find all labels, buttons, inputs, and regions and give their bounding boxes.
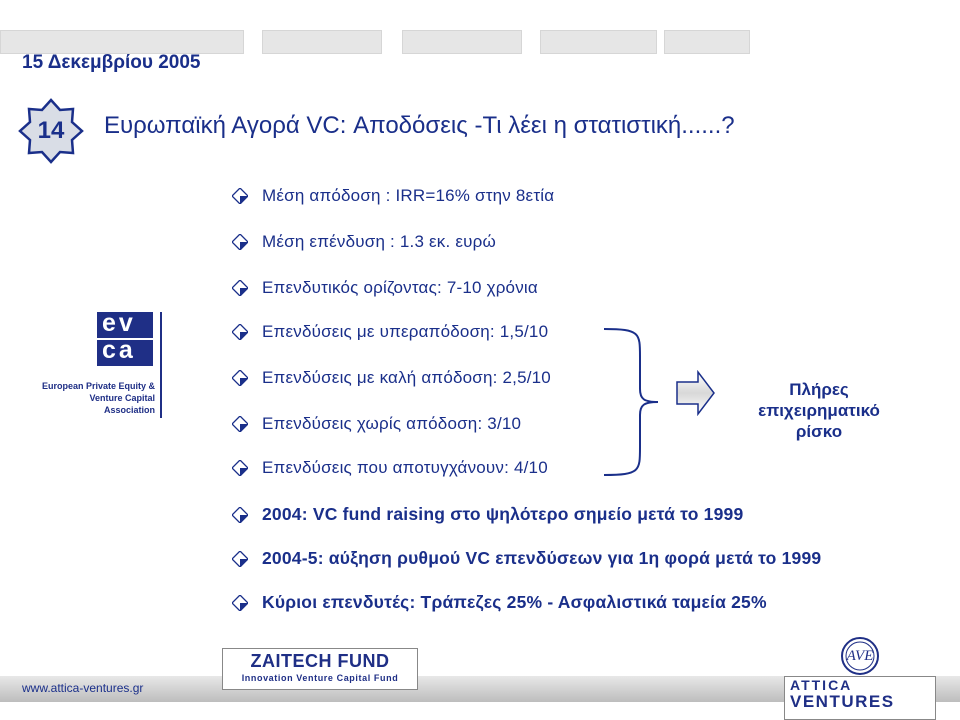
bullet-text: 2004-5: αύξηση ρυθμού VC επενδύσεων για 1η φορά μετά το 1999: [262, 548, 822, 568]
diamond-bullet-icon: [232, 324, 248, 340]
diamond-bullet-icon: [232, 551, 248, 567]
zaitech-logo-subtitle: Innovation Venture Capital Fund: [241, 673, 399, 683]
bullet-item: [232, 504, 743, 525]
diamond-bullet-icon: [232, 370, 248, 386]
evca-caption-line: European Private Equity &: [41, 381, 155, 391]
bullet-text: Επενδυτικός ορίζοντας: 7-10 χρόνια: [262, 278, 538, 297]
right-brace-icon: [600, 327, 660, 477]
bullet-item: [232, 232, 496, 252]
bullet-item: [232, 278, 538, 298]
ventures-logo-word: VENTURES: [790, 692, 895, 711]
top-tab-2: [262, 30, 382, 54]
top-tab-5: [664, 30, 750, 54]
evca-caption-line: Association: [103, 405, 155, 415]
bullet-text: Μέση επένδυση : 1.3 εκ. ευρώ: [262, 232, 496, 251]
diamond-bullet-icon: [232, 460, 248, 476]
bullet-item: [232, 414, 521, 434]
attica-logo-word: ATTICA: [790, 677, 853, 693]
evca-logo-rule: [160, 312, 162, 418]
top-tab-3: [402, 30, 522, 54]
bullet-item: [232, 322, 548, 342]
bullet-text: Επενδύσεις χωρίς απόδοση: 3/10: [262, 414, 522, 433]
top-tab-1: [0, 30, 244, 54]
risk-note: [734, 379, 904, 442]
bullet-text: Επενδύσεις με καλή απόδοση: 2,5/10: [262, 368, 551, 387]
diamond-bullet-icon: [232, 507, 248, 523]
bullet-item: [232, 458, 548, 478]
diamond-bullet-icon: [232, 280, 248, 296]
attica-emblem-letters: AVE: [846, 648, 874, 664]
footer-url: www.attica-ventures.gr: [22, 681, 144, 695]
diamond-bullet-icon: [232, 595, 248, 611]
risk-note-line: Πλήρες: [789, 380, 849, 399]
zaitech-logo-name: ZAITECH FUND: [250, 651, 390, 671]
diamond-bullet-icon: [232, 234, 248, 250]
bullet-text: Μέση απόδοση : IRR=16% στην 8ετία: [262, 186, 555, 205]
bullet-item: [232, 548, 821, 569]
risk-note-line: ρίσκο: [795, 422, 843, 441]
slide-number: 14: [37, 117, 65, 144]
bullet-text: Επενδύσεις που αποτυγχάνουν: 4/10: [262, 458, 548, 477]
evca-logo-bottom-letters: ca: [102, 336, 136, 364]
bullet-item: [232, 368, 551, 388]
right-arrow-icon: [676, 370, 716, 416]
bullet-item: [232, 592, 767, 613]
slide-title: Ευρωπαϊκή Αγορά VC: Αποδόσεις -Τι λέει η στατιστική......?: [104, 112, 735, 139]
bullet-text: Κύριοι επενδυτές: Τράπεζες 25% - Ασφαλιστικά ταμεία 25%: [262, 592, 767, 612]
bullet-item: [232, 186, 554, 206]
bullet-text: Επενδύσεις με υπεραπόδοση: 1,5/10: [262, 322, 549, 341]
diamond-bullet-icon: [232, 188, 248, 204]
evca-caption-line: Venture Capital: [89, 393, 155, 403]
date-label: 15 Δεκεμβρίου 2005: [22, 52, 201, 73]
bullet-text: 2004: VC fund raising στο ψηλότερο σημείο μετά το 1999: [262, 504, 744, 524]
diamond-bullet-icon: [232, 416, 248, 432]
risk-note-line: επιχειρηματικό: [758, 401, 880, 420]
evca-logo-top-letters: ev: [102, 309, 136, 337]
top-tab-4: [540, 30, 657, 54]
